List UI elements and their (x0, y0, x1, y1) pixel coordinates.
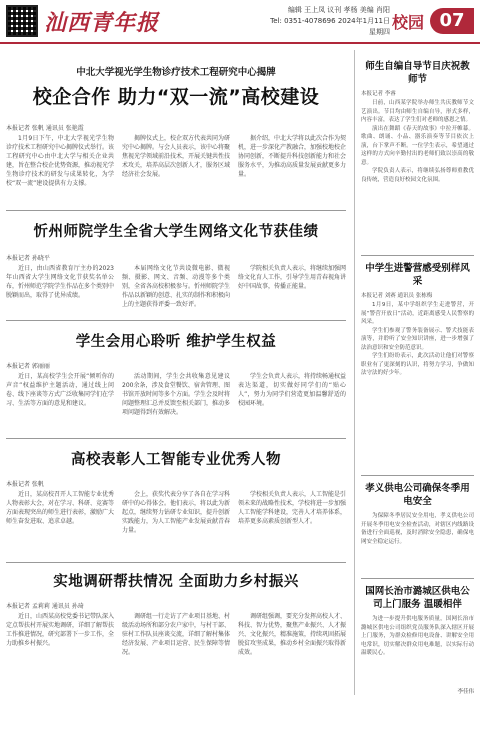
paper-name: 汕西青年报 (44, 10, 160, 36)
issue-info (270, 5, 390, 38)
story-byline: 本报记者 刘赛 通讯员 张栋梅 (361, 293, 433, 299)
story-headline[interactable]: 校企合作 助力“双一流”高校建设 (32, 86, 320, 108)
story-headline[interactable]: 中学生进警营感受别样风采 (365, 263, 470, 287)
story-body: 1月9日，某中学组织学生走进警营，开展“警营开放日”活动，近距离感受人民警察的风采。 学生们参观了警务装备展示、警犬技能表演等，并聆听了安全知识讲座，进一步增强了法治意识和安全防范意识。 学生们纷纷表示，此次活动让他们对警察职业有了更深刻的认识，将努力学习，争做知法守法的好少年。 (361, 302, 474, 376)
story-4 (6, 448, 346, 562)
story-body: 近日，某高校召开人工智能专业优秀人物表彰大会，对在学习、科研、竞赛等方面表现突出的师生进行表彰，激励广大师生奋发进取、追求卓越。 会上，获奖代表分享了各自在学习科研中的心得体会。他们表示，将以此为新起点，继续努力钻研专业知识，提升创新实践能力，为人工智能产业发展贡献青春力量。 学校相关负责人表示，人工智能是引领未来的战略性技术，学校将进一步加强人工智能学科建设，完善人才培养体系，培养更多高素质创新型人才。 (6, 491, 346, 534)
story-body: 1月9日下午，中北大学视光学生物诊疗技术工程研究中心揭牌仪式举行。该工程研究中心由中北大学与相关企业共建，旨在整合校企优势资源，推动视光学生物诊疗技术的研发与成果转化，为学校“双一流”建设提供有力支撑。 揭牌仪式上，校企双方代表共同为研究中心揭牌。与会人员表示，该中心将聚焦视光学领域前沿技术，开展关键共性技术攻关，培养高层次创新人才，服务区域经济社会发展。 据介绍，中北大学将以此次合作为契机，进一步深化产教融合，加强校地校企协同创新，不断提升科技创新能力和社会服务水平，为推动高质量发展贡献更多力量。 (6, 135, 346, 187)
story-headline[interactable]: 孝义供电公司确保冬季用电安全 (365, 483, 470, 507)
story-byline: 本报记者 张帆 (6, 481, 44, 488)
story-headline[interactable]: 国网长治市潞城区供电公司上门服务 温暖相伴 (365, 586, 470, 610)
story-3 (6, 330, 346, 444)
masthead (0, 0, 480, 44)
issue-date: Tel: 0351-4078696 2024年1月11日 星期四 (270, 17, 390, 36)
story-body: 为保障冬季居民安全用电，孝义供电公司开展冬季用电安全检查活动，对辖区内线路设备进行全面巡视，及时消除安全隐患，确保电网安全稳定运行。 (361, 513, 474, 545)
story-headline[interactable]: 学生会用心聆听 维护学生权益 (75, 334, 277, 350)
page-number: 07 (430, 8, 474, 34)
story-author: 李佳伟 (457, 689, 474, 695)
story-body: 近日，山西某高校党委书记带队深入定点帮扶村开展实地调研，详细了解帮扶工作推进情况，研究部署下一步工作，全力助推乡村振兴。 调研组一行走访了产业项目基地、村级活动场所和部分农户家中，与村干部、驻村工作队员座谈交流，详细了解村集体经济发展、产业项目运营、民生保障等情况。 调研组强调，要充分发挥高校人才、科技、智力优势，聚焦产业振兴、人才振兴、文化振兴，精准施策，持续巩固拓展脱贫攻坚成果，推动乡村全面振兴取得新成效。 (6, 613, 346, 656)
story-divider (6, 204, 346, 217)
story-byline: 本报记者 孙晓平 (6, 255, 50, 262)
story-byline: 本报记者 李睿 (361, 91, 396, 97)
story-body: 为进一步提升供电服务质量，国网长治市潞城区供电公司组织党员服务队深入辖区开展上门服务，为群众检修用电设备、讲解安全用电常识，切实解决群众用电难题，以实际行动温暖民心。 (361, 616, 474, 656)
story-kicker: 中北大学视光学生物诊疗技术工程研究中心揭牌 (76, 67, 276, 78)
story-body: 近日，某高校学生会开展“倾听你的声音”权益维护主题活动，通过线上问卷、线下座谈等方式广泛收集同学们在学习、生活等方面的意见和建议。 活动期间，学生会共收集意见建议200余条，涉及食堂餐饮、宿舍管理、图书馆开放时间等多个方面。学生会及时将问题整理汇总并反馈至相关部门，推动多项问题得到有效解决。 学生会负责人表示，将持续畅通权益表达渠道，切实做好同学们的“贴心人”，努力为同学们营造更加温馨舒适的校园环境。 (6, 373, 346, 416)
story-byline: 本报记者 孟莉莉 通讯员 孙琦 (6, 603, 84, 610)
story-byline: 本报记者 张帆 通讯员 张艳霞 (6, 125, 84, 132)
story-headline[interactable]: 师生自编自导节目庆祝教师节 (365, 61, 470, 85)
story-byline: 本报记者 郭丽丽 (6, 363, 50, 370)
story-body: 近日，由山西省教育厅主办的2023年山西省大学生网络文化节获奖名单公布，忻州师范学院学生作品在多个类别中脱颖而出，取得了优异成绩。 本届网络文化节共设微电影、微视频、摄影、网文、音频、动漫等多个类别，全省各高校积极参与。忻州师院学生作品以新颖的创意、扎实的制作和积极向上的主题获得评委一致好评。 学院相关负责人表示，将继续加强网络文化育人工作，引导学生用青春视角讲好中国故事，传播正能量。 (6, 265, 346, 308)
story-headline[interactable]: 忻州师院学生全省大学生网络文化节获佳绩 (33, 224, 319, 240)
story-body: 日前，山西某学院举办师生共庆教师节文艺演出。节目均由师生自编自导，形式多样，内容丰富，表达了学生们对老师的感恩之情。 演出在舞蹈《春天的故事》中拉开帷幕。歌曲、朗诵、小品、器乐演奏等节目依次上演，台下掌声不断。一位学生表示，希望通过这样的方式向辛勤付出的老师们致以崇高的敬意。 学院负责人表示，将继续弘扬尊师重教优良传统，营造良好校园文化氛围。 (361, 100, 474, 183)
story-5 (6, 570, 346, 742)
section-name: 校园 (392, 13, 425, 32)
qr-code-icon (6, 5, 38, 37)
right-column (354, 50, 474, 695)
issue-editors: 编辑 王上凤 议刊 孝杨 美编 肖阳 (287, 6, 390, 14)
story-headline[interactable]: 高校表彰人工智能专业优秀人物 (71, 452, 281, 468)
story-headline[interactable]: 实地调研帮扶情况 全面助力乡村振兴 (53, 574, 299, 590)
story-lead (6, 52, 346, 206)
